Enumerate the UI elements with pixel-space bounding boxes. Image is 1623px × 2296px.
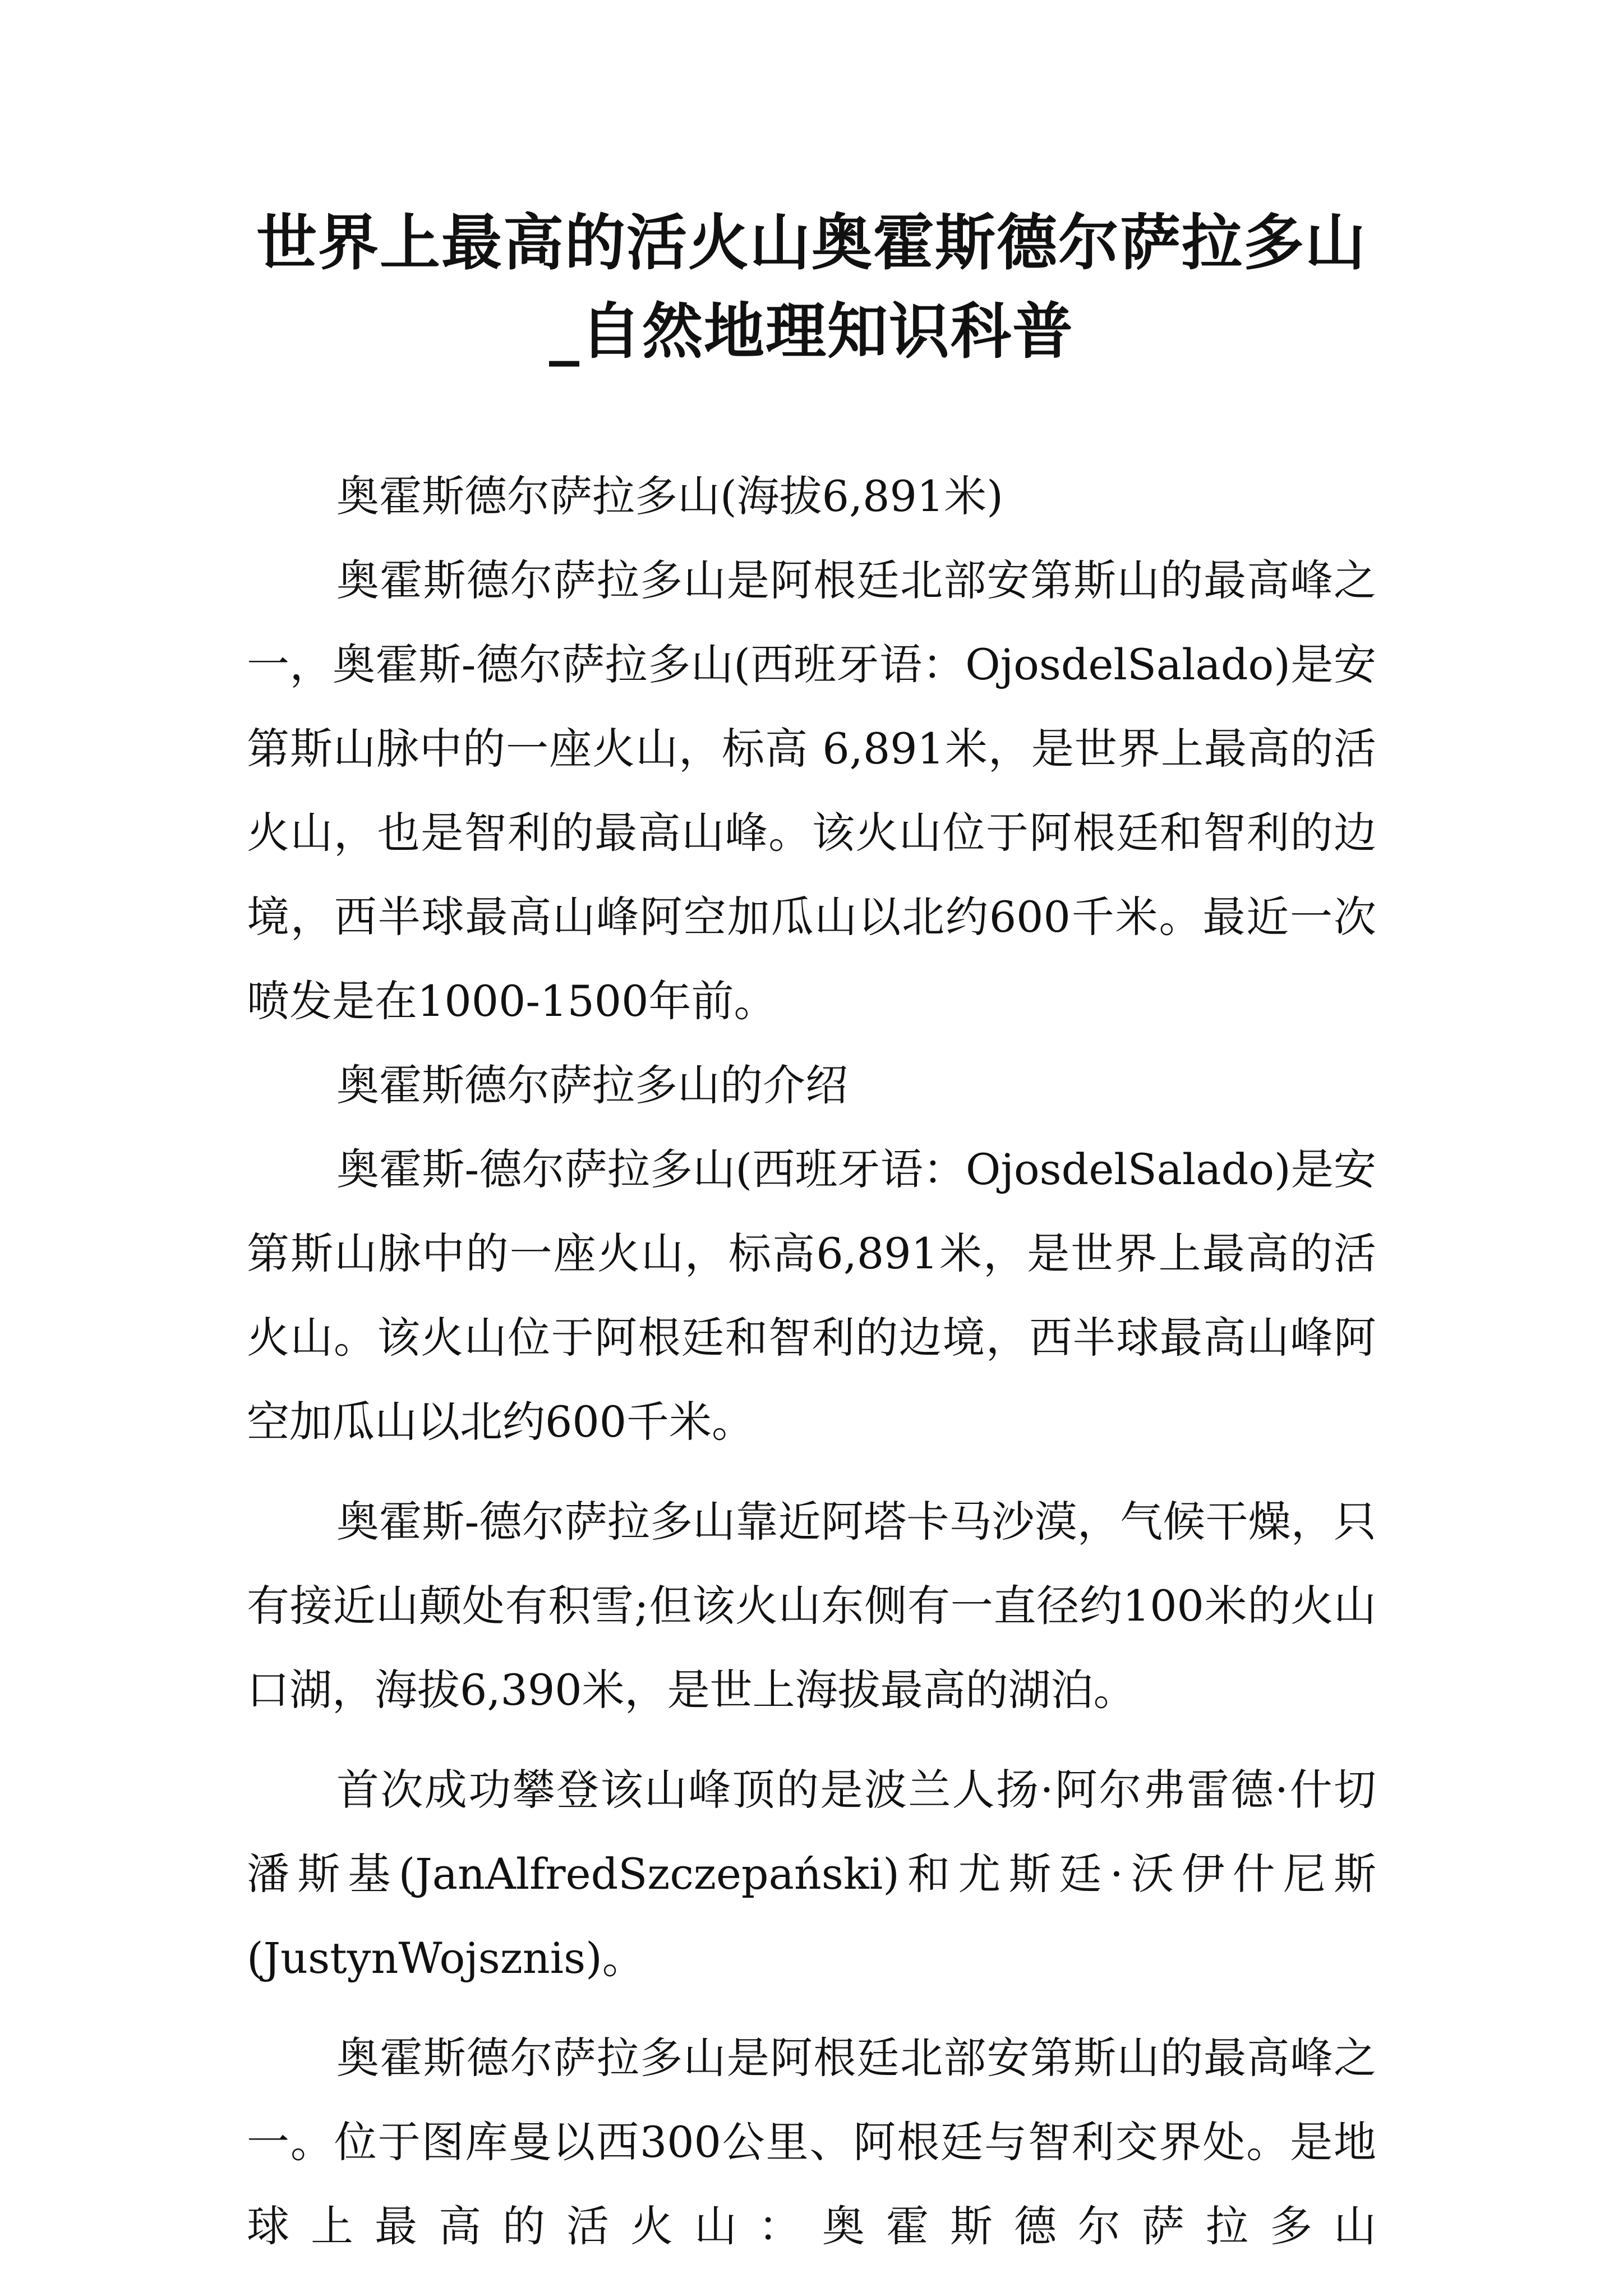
paragraph-location: 奥霍斯德尔萨拉多山是阿根廷北部安第斯山的最高峰之一。位于图库曼以西300公里、阿根廷与智利交界处。是地球上最高的活火山：奥霍斯德尔萨拉多山 bbox=[247, 2033, 1376, 2251]
paragraph-altitude-heading: 奥霍斯德尔萨拉多山(海拔6,891米) bbox=[336, 471, 1003, 521]
document-title: 世界上最高的活火山奥霍斯德尔萨拉多山_自然地理知识科普 bbox=[256, 208, 1367, 367]
document-body bbox=[247, 454, 1376, 2269]
paragraph-climate-lake: 奥霍斯-德尔萨拉多山靠近阿塔卡马沙漠，气候干燥，只有接近山颠处有积雪;但该火山东侧有一直径约100米的火山口湖，海拔6,390米，是世上海拔最高的湖泊。 bbox=[247, 1497, 1376, 1715]
paragraph-overview: 奥霍斯德尔萨拉多山是阿根廷北部安第斯山的最高峰之一，奥霍斯-德尔萨拉多山(西班牙语：OjosdelSalado)是安第斯山脉中的一座火山，标高 6,891米，是世界上最高的活火山，也是智利的最高山峰。该火山位于阿根廷和智利的边境，西半球最高山峰阿空加瓜山以北约600千米。最近一次喷发是在1000-1500年前。 bbox=[247, 555, 1376, 1026]
paragraph-introduction-heading: 奥霍斯德尔萨拉多山的介绍 bbox=[336, 1060, 848, 1110]
paragraph-introduction: 奥霍斯-德尔萨拉多山(西班牙语：OjosdelSalado)是安第斯山脉中的一座火山，标高6,891米，是世界上最高的活火山。该火山位于阿根廷和智利的边境，西半球最高山峰阿空加瓜山以北约600千米。 bbox=[247, 1144, 1376, 1447]
paragraph-first-ascent: 首次成功攀登该山峰顶的是波兰人扬·阿尔弗雷德·什切潘斯基(JanAlfredSzczepański)和尤斯廷·沃伊什尼斯(JustynWojsznis)。 bbox=[247, 1765, 1376, 1983]
